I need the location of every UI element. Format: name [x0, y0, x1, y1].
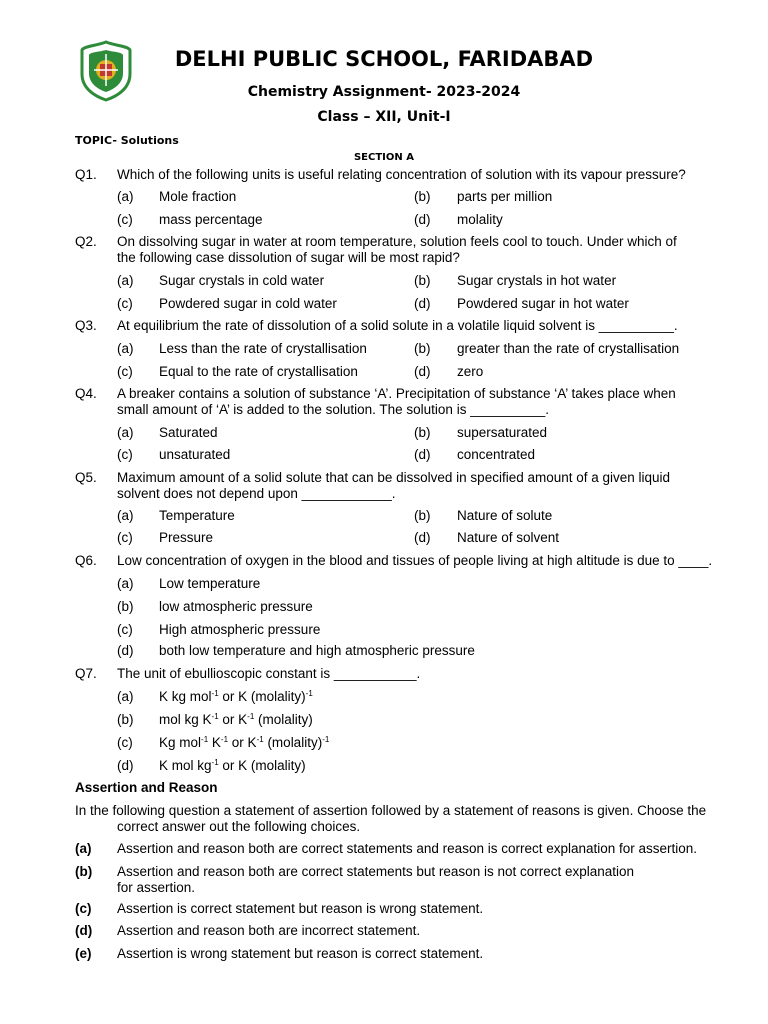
option-text: Nature of solvent	[457, 530, 560, 545]
choice-label: (b)	[75, 864, 93, 879]
option-label: (b)	[117, 599, 134, 614]
assertion-intro-line1: In the following question a statement of assertion followed by a statement of reasons is given. Choose the correct answer out the following choices.	[75, 803, 707, 834]
option-label: (d)	[414, 530, 431, 545]
option-text: Powdered sugar in hot water	[457, 296, 629, 311]
choice-text: Assertion and reason both are correct statements but reason is not correct explanation for assertion.	[117, 864, 635, 895]
option-label: (c)	[117, 447, 133, 462]
option-text: greater than the rate of crystallisation	[457, 341, 680, 356]
option-text: both low temperature and high atmospheric pressure	[159, 643, 475, 658]
option-text: Kg mol$^{-1}$ $K^{-1}$ or $K^{-1}$ (molality)$^{-1}$	[159, 735, 330, 750]
question-text: The unit of ebullioscopic constant is ___________.	[117, 666, 421, 681]
choice-label: (c)	[75, 901, 92, 916]
option-text: High atmospheric pressure	[159, 622, 321, 637]
option-label: (b)	[414, 508, 431, 523]
school-name: DELHI PUBLIC SCHOOL, FARIDABAD	[174, 47, 594, 71]
option-label: (c)	[117, 296, 133, 311]
option-label: (b)	[414, 189, 431, 204]
option-text: supersaturated	[457, 425, 548, 440]
option-text: K mol $kg^{-1}$ or K (molality)	[159, 758, 306, 773]
option-text: mol kg $K^{-1}$ or $K^{-1}$ (molality)	[159, 712, 313, 727]
topic-label: TOPIC- Solutions	[75, 134, 179, 147]
option-text: Equal to the rate of crystallisation	[159, 364, 358, 379]
option-label: (c)	[117, 364, 133, 379]
option-text: Mole fraction	[159, 189, 237, 204]
question-number: Q1.	[75, 167, 97, 182]
option-text: unsaturated	[159, 447, 231, 462]
option-label: (d)	[117, 758, 134, 773]
question-number: Q3.	[75, 318, 97, 333]
option-text: parts per million	[457, 189, 553, 204]
question-number: Q7.	[75, 666, 97, 681]
option-text: Sugar crystals in cold water	[159, 273, 325, 288]
choice-label: (e)	[75, 946, 92, 961]
question-number: Q4.	[75, 386, 97, 401]
class-title: Class – XII, Unit-I	[317, 109, 451, 125]
option-text: Pressure	[159, 530, 214, 545]
option-text: Saturated	[159, 425, 218, 440]
option-label: (a)	[117, 273, 134, 288]
option-label: (a)	[117, 508, 134, 523]
question-text: On dissolving sugar in water at room temperature, solution feels cool to touch. Under which of the following case dissolution of sugar will be most rapid?	[117, 234, 677, 265]
assertion-heading: Assertion and Reason	[75, 780, 218, 795]
option-label: (b)	[414, 273, 431, 288]
option-text: zero	[457, 364, 484, 379]
question-text: Which of the following units is useful relating concentration of solution with its vapour pressure?	[117, 167, 686, 182]
option-label: (b)	[414, 425, 431, 440]
question-number: Q5.	[75, 470, 97, 485]
option-label: (c)	[117, 622, 133, 637]
choice-text: Assertion and reason both are correct statements and reason is correct explanation for assertion.	[117, 841, 698, 856]
option-label: (d)	[414, 364, 431, 379]
option-label: (a)	[117, 341, 134, 356]
choice-label: (a)	[75, 841, 92, 856]
option-text: Low temperature	[159, 576, 261, 591]
section-heading: SECTION A	[353, 152, 414, 163]
option-label: (d)	[117, 643, 134, 658]
choice-text: Assertion and reason both are incorrect statement.	[117, 923, 421, 938]
option-text: Temperature	[159, 508, 235, 523]
question-text: At equilibrium the rate of dissolution of a solid solute in a volatile liquid solvent is __________.	[117, 318, 678, 333]
option-label: (a)	[117, 425, 134, 440]
question-number: Q2.	[75, 234, 97, 249]
option-label: (d)	[414, 447, 431, 462]
choice-label: (d)	[75, 923, 93, 938]
option-label: (d)	[414, 296, 431, 311]
choice-text: Assertion is wrong statement but reason is correct statement.	[117, 946, 484, 961]
option-label: (a)	[117, 689, 134, 704]
option-text: Nature of solute	[457, 508, 553, 523]
option-text: Powdered sugar in cold water	[159, 296, 337, 311]
question-text: A breaker contains a solution of substance ‘A’. Precipitation of substance ‘A’ takes place when small amount of ‘A’ is added to the solution. The solution is __________.	[117, 386, 676, 417]
option-label: (b)	[414, 341, 431, 356]
option-label: (c)	[117, 212, 133, 227]
option-text: Less than the rate of crystallisation	[159, 341, 367, 356]
option-label: (a)	[117, 576, 134, 591]
question-text: Low concentration of oxygen in the blood and tissues of people living at high altitude is due to ____.	[117, 553, 713, 568]
option-text: K kg mol$^{-1}$ or K (molality)$^{-1}$	[159, 689, 313, 704]
option-label: (c)	[117, 735, 133, 750]
option-label: (a)	[117, 189, 134, 204]
assignment-title: Chemistry Assignment- 2023-2024	[247, 84, 521, 100]
question-text: Maximum amount of a solid solute that can be dissolved in specified amount of a given liquid solvent does not depend upon ____________.	[117, 470, 671, 501]
option-label: (c)	[117, 530, 133, 545]
option-text: mass percentage	[159, 212, 263, 227]
option-text: concentrated	[457, 447, 536, 462]
option-label: (b)	[117, 712, 134, 727]
option-text: Sugar crystals in hot water	[457, 273, 617, 288]
question-number: Q6.	[75, 553, 97, 568]
option-label: (d)	[414, 212, 431, 227]
option-text: molality	[457, 212, 503, 227]
choice-text: Assertion is correct statement but reason is wrong statement.	[117, 901, 484, 916]
option-text: low atmospheric pressure	[159, 599, 313, 614]
